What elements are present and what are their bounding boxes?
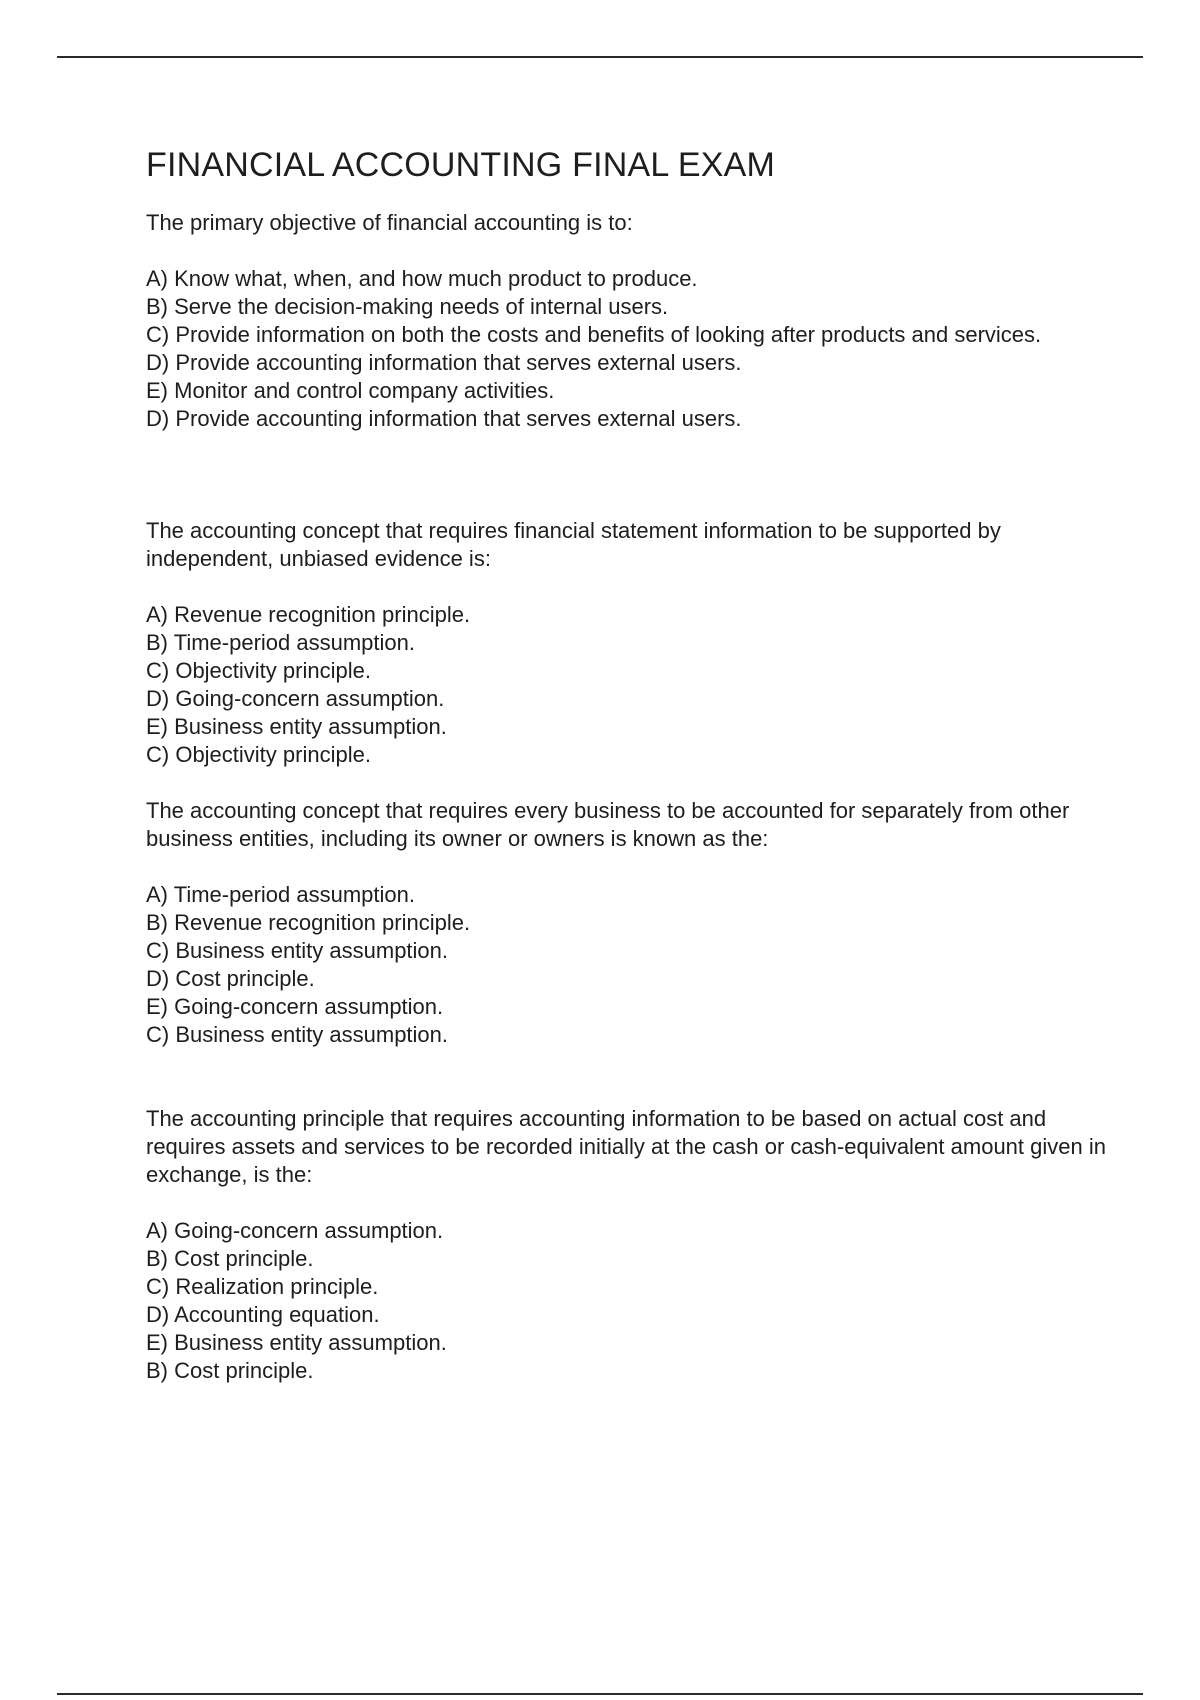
option-list	[146, 265, 1106, 405]
option-item: A) Know what, when, and how much product to produce.	[146, 266, 698, 291]
page-title: FINANCIAL ACCOUNTING FINAL EXAM	[146, 146, 775, 184]
option-item: B) Serve the decision-making needs of internal users.	[146, 294, 669, 319]
option-item: C) Realization principle.	[146, 1274, 379, 1299]
option-list	[146, 881, 1106, 1021]
option-item: E) Business entity assumption.	[146, 1330, 447, 1355]
question-1	[146, 209, 1106, 433]
option-item: D) Accounting equation.	[146, 1302, 380, 1327]
option-item: E) Going-concern assumption.	[146, 994, 444, 1019]
question-4	[146, 1105, 1106, 1385]
question-3	[146, 797, 1106, 1049]
option-item: D) Provide accounting information that serves external users.	[146, 350, 742, 375]
option-list	[146, 1217, 1106, 1357]
header-rule	[57, 56, 1143, 58]
option-item: B) Cost principle.	[146, 1246, 314, 1271]
option-item: D) Cost principle.	[146, 966, 315, 991]
answer-line: D) Provide accounting information that serves external users.	[146, 406, 742, 431]
option-item: B) Revenue recognition principle.	[146, 910, 471, 935]
answer-line: C) Objectivity principle.	[146, 742, 371, 767]
question-prompt: The accounting principle that requires accounting information to be based on actual cost and requires assets and services to be recorded initially at the cash or cash-equivalent amount given in exchange, is the:	[146, 1106, 1106, 1187]
option-item: A) Revenue recognition principle.	[146, 602, 471, 627]
answer-line: C) Business entity assumption.	[146, 1022, 449, 1047]
option-item: D) Going-concern assumption.	[146, 686, 445, 711]
option-item: B) Time-period assumption.	[146, 630, 415, 655]
footer-rule	[57, 1693, 1143, 1695]
option-item: E) Monitor and control company activities.	[146, 378, 555, 403]
option-item: C) Provide information on both the costs and benefits of looking after products and services.	[146, 322, 1042, 347]
option-list	[146, 601, 1106, 741]
question-prompt: The primary objective of financial accounting is to:	[146, 210, 633, 235]
question-prompt: The accounting concept that requires every business to be accounted for separately from other business entities, including its owner or owners is known as the:	[146, 798, 1070, 851]
exam-document	[146, 143, 1106, 1385]
question-prompt: The accounting concept that requires financial statement information to be supported by independent, unbiased evidence is:	[146, 518, 1001, 571]
question-2	[146, 517, 1106, 769]
option-item: A) Going-concern assumption.	[146, 1218, 444, 1243]
option-item: A) Time-period assumption.	[146, 882, 415, 907]
option-item: C) Business entity assumption.	[146, 938, 449, 963]
option-item: C) Objectivity principle.	[146, 658, 371, 683]
answer-line: B) Cost principle.	[146, 1358, 314, 1383]
option-item: E) Business entity assumption.	[146, 714, 447, 739]
